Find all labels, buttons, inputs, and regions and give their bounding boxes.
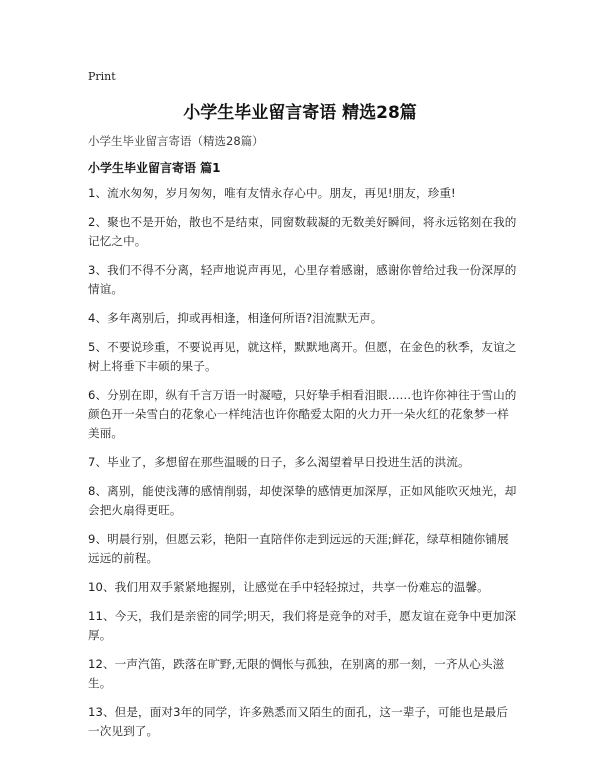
paragraph: 1、流水匆匆，岁月匆匆，唯有友情永存心中。朋友，再见!朋友，珍重! xyxy=(88,186,456,200)
page-title: 小学生毕业留言寄语 精选28篇 xyxy=(183,103,417,123)
print-link[interactable]: Print xyxy=(88,70,116,83)
document-subtitle: 小学生毕业留言寄语（精选28篇） xyxy=(88,134,264,148)
paragraph: 4、多年离别后，抑或再相逢，相逢何所语?泪流默无声。 xyxy=(88,311,383,325)
paragraph: 6、分别在即，纵有千言万语一时凝噎，只好挚手相看泪眼……也许你神往于雪山的颜色开一朵雪白的花象心一样纯洁也许你酷爱太阳的火力开一朵火红的花象梦一样美丽。 xyxy=(88,388,517,440)
section-heading: 小学生毕业留言寄语 篇1 xyxy=(88,161,221,175)
paragraph: 13、但是，面对3年的同学，许多熟悉而又陌生的面孔，这一辈子，可能也是最后一次见到了。 xyxy=(88,705,509,738)
paragraph: 12、一声汽笛，跌落在旷野,无限的惆怅与孤独，在别离的那一刻，一齐从心头滋生。 xyxy=(88,657,505,690)
paragraph: 10、我们用双手紧紧地握别，让感觉在手中轻轻掠过，共享一份难忘的温馨。 xyxy=(88,580,489,594)
paragraph: 11、今天，我们是亲密的同学;明天，我们将是竞争的对手，愿友谊在竞争中更加深厚。 xyxy=(88,609,517,642)
paragraph: 3、我们不得不分离，轻声地说声再见，心里存着感谢，感谢你曾给过我一份深厚的情谊。 xyxy=(88,263,517,296)
paragraph: 5、不要说珍重，不要说再见，就这样，默默地离开。但愿，在金色的秋季，友谊之树上将垂下丰硕的果子。 xyxy=(88,340,517,373)
paragraph: 7、毕业了，多想留在那些温暖的日子，多么渴望着早日投进生活的洪流。 xyxy=(88,455,470,469)
paragraph: 8、离别，能使浅薄的感情削弱，却使深挚的感情更加深厚，正如风能吹灭烛光，却会把火扇得更旺。 xyxy=(88,484,517,517)
document-body xyxy=(88,184,518,751)
paragraph: 9、明晨行别，但愿云彩，艳阳一直陪伴你走到远远的天涯;鲜花，绿草相随你铺展远远的前程。 xyxy=(88,532,509,565)
paragraph: 2、聚也不是开始，散也不是结束，同窗数载凝的无数美好瞬间，将永远铭刻在我的记忆之中。 xyxy=(88,215,517,248)
